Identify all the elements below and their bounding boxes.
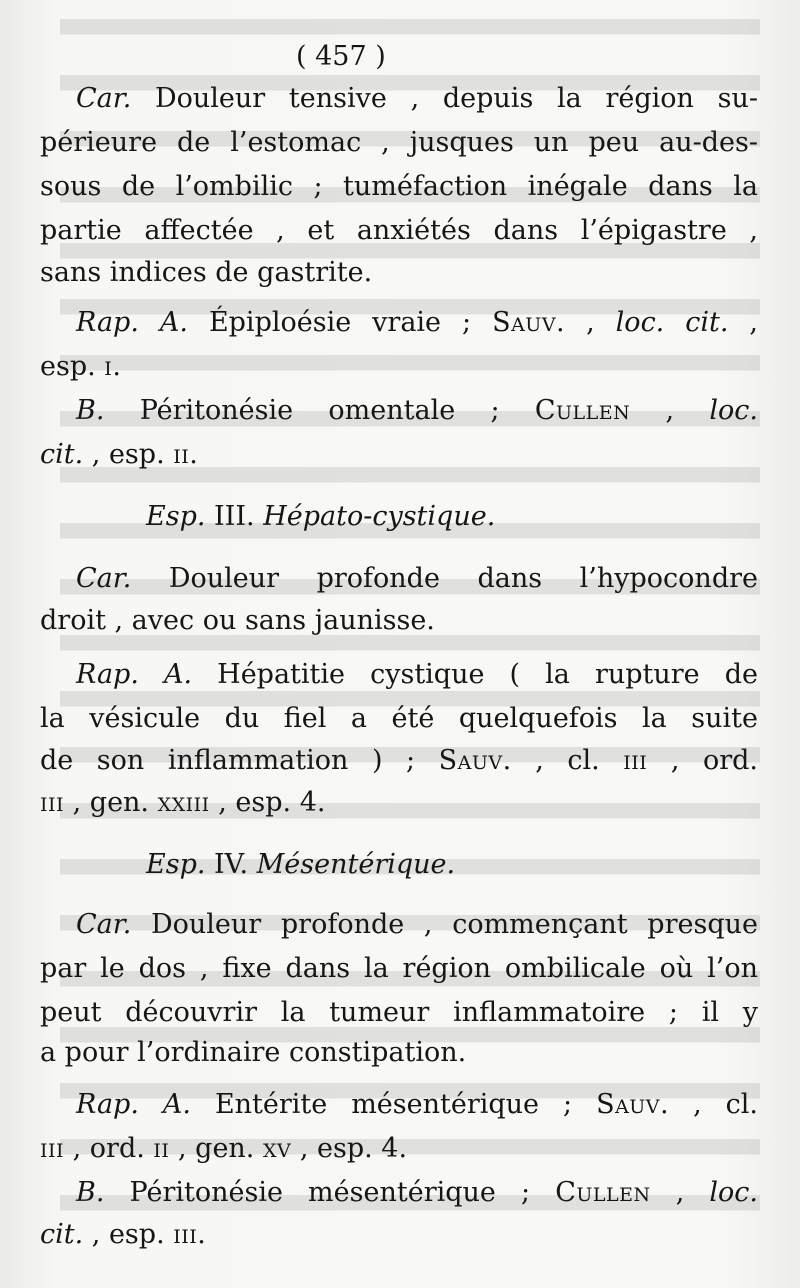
italic-segment: Car. — [76, 563, 132, 594]
text-line — [40, 702, 758, 736]
italic-segment: cit. — [40, 439, 84, 470]
small-caps-segment: ii — [153, 1133, 170, 1164]
text-segment: , ord. — [64, 1133, 154, 1164]
text-segment: , esp. — [83, 439, 174, 470]
text-line — [76, 82, 758, 116]
italic-segment: Rap. A. — [76, 1089, 191, 1120]
italic-segment: cit. — [40, 1219, 84, 1250]
text-line — [40, 350, 672, 384]
italic-segment: Esp. — [146, 501, 206, 532]
text-line — [40, 214, 758, 248]
text-segment: Douleur profonde dans l’hypocondre — [131, 563, 758, 594]
small-caps-segment: iii — [40, 1133, 65, 1164]
small-caps-segment: Sauv. — [596, 1089, 670, 1120]
text-segment: peut découvrir la tumeur inflammatoire ; il y — [40, 997, 758, 1028]
text-segment: par le dos , fixe dans la région ombilicale où l’on — [40, 953, 758, 984]
small-caps-segment: iii — [40, 787, 65, 818]
italic-segment: B. — [76, 1177, 105, 1208]
italic-segment: Esp. — [146, 849, 206, 880]
page-number: ( 457 ) — [296, 41, 386, 72]
text-segment: , cl. — [669, 1089, 758, 1120]
text-line — [40, 952, 758, 986]
italic-segment: loc. cit. — [615, 307, 729, 338]
text-segment: . — [197, 1219, 206, 1250]
text-line — [76, 394, 758, 428]
text-segment: la vésicule du fiel a été quelquefois la suite — [40, 703, 758, 734]
text-line — [40, 126, 758, 160]
small-caps-segment: Sauv. — [492, 307, 566, 338]
text-segment: droit , avec ou sans jaunisse. — [40, 605, 435, 636]
text-line — [40, 438, 672, 472]
italic-segment: Mésentérique. — [256, 849, 456, 880]
text-segment: , — [630, 395, 710, 426]
text-segment: , esp. 4. — [291, 1133, 408, 1164]
small-caps-segment: Cullen — [555, 1177, 651, 1208]
small-caps-segment: iii — [623, 745, 648, 776]
small-caps-segment: Sauv. — [438, 745, 512, 776]
species-heading — [146, 848, 455, 882]
text-segment: Douleur tensive , depuis la région su- — [131, 83, 758, 114]
text-line — [40, 170, 758, 204]
text-line — [40, 744, 758, 778]
text-segment: sans indices de gastrite. — [40, 257, 373, 288]
text-line — [40, 996, 758, 1030]
italic-segment: Rap. A. — [76, 659, 193, 690]
italic-segment: Rap. A. — [76, 307, 188, 338]
italic-segment: Hépato-cystique. — [263, 501, 496, 532]
small-caps-segment: xv — [262, 1133, 292, 1164]
italic-segment: Car. — [76, 83, 132, 114]
text-segment: Péritonésie mésentérique ; — [104, 1177, 556, 1208]
small-caps-segment: Cullen — [534, 395, 631, 426]
text-segment: Péritonésie omentale ; — [104, 395, 535, 426]
text-segment: a pour l’ordinaire constipation. — [40, 1037, 467, 1068]
text-segment: III. — [205, 501, 264, 532]
species-heading — [146, 500, 495, 534]
italic-segment: B. — [76, 395, 105, 426]
text-segment: périeure de l’estomac , jusques un peu au-des- — [40, 127, 758, 158]
text-segment: , cl. — [511, 745, 624, 776]
italic-segment: loc. — [709, 1177, 759, 1208]
text-segment: sous de l’ombilic ; tuméfaction inégale dans la — [40, 171, 758, 202]
text-line — [76, 658, 758, 692]
text-segment: . — [189, 439, 198, 470]
text-segment: , — [728, 307, 758, 338]
text-segment: , — [650, 1177, 710, 1208]
text-segment: esp. — [40, 351, 105, 382]
text-segment: IV. — [205, 849, 257, 880]
small-caps-segment: i — [104, 351, 113, 382]
text-segment: de son inflammation ) ; — [40, 745, 439, 776]
text-segment: , esp. — [83, 1219, 174, 1250]
text-segment: Hépatitie cystique ( la rupture de — [192, 659, 759, 690]
small-caps-segment: xxiii — [157, 787, 210, 818]
text-line — [40, 1218, 672, 1252]
small-caps-segment: iii — [173, 1219, 198, 1250]
italic-segment: Car. — [76, 909, 132, 940]
text-line — [40, 256, 672, 290]
small-caps-segment: ii — [173, 439, 190, 470]
text-segment: partie affectée , et anxiétés dans l’épigastre , — [40, 215, 758, 246]
text-segment: Entérite mésentérique ; — [190, 1089, 597, 1120]
text-line — [76, 1176, 758, 1210]
text-line — [76, 908, 758, 942]
text-line — [40, 1036, 672, 1070]
italic-segment: loc. — [709, 395, 758, 426]
text-line — [76, 1088, 758, 1122]
text-segment: . — [112, 351, 121, 382]
text-segment: , gen. — [169, 1133, 263, 1164]
text-line — [40, 786, 672, 820]
text-line — [40, 604, 672, 638]
text-segment: , gen. — [64, 787, 158, 818]
text-segment: , ord. — [647, 745, 759, 776]
text-segment: Épiploésie vraie ; — [187, 307, 493, 338]
text-segment: , — [565, 307, 616, 338]
text-line — [76, 306, 758, 340]
text-segment: , esp. 4. — [209, 787, 326, 818]
text-segment: Douleur profonde , commençant presque — [131, 909, 758, 940]
text-line — [76, 562, 758, 596]
text-line — [40, 1132, 672, 1166]
